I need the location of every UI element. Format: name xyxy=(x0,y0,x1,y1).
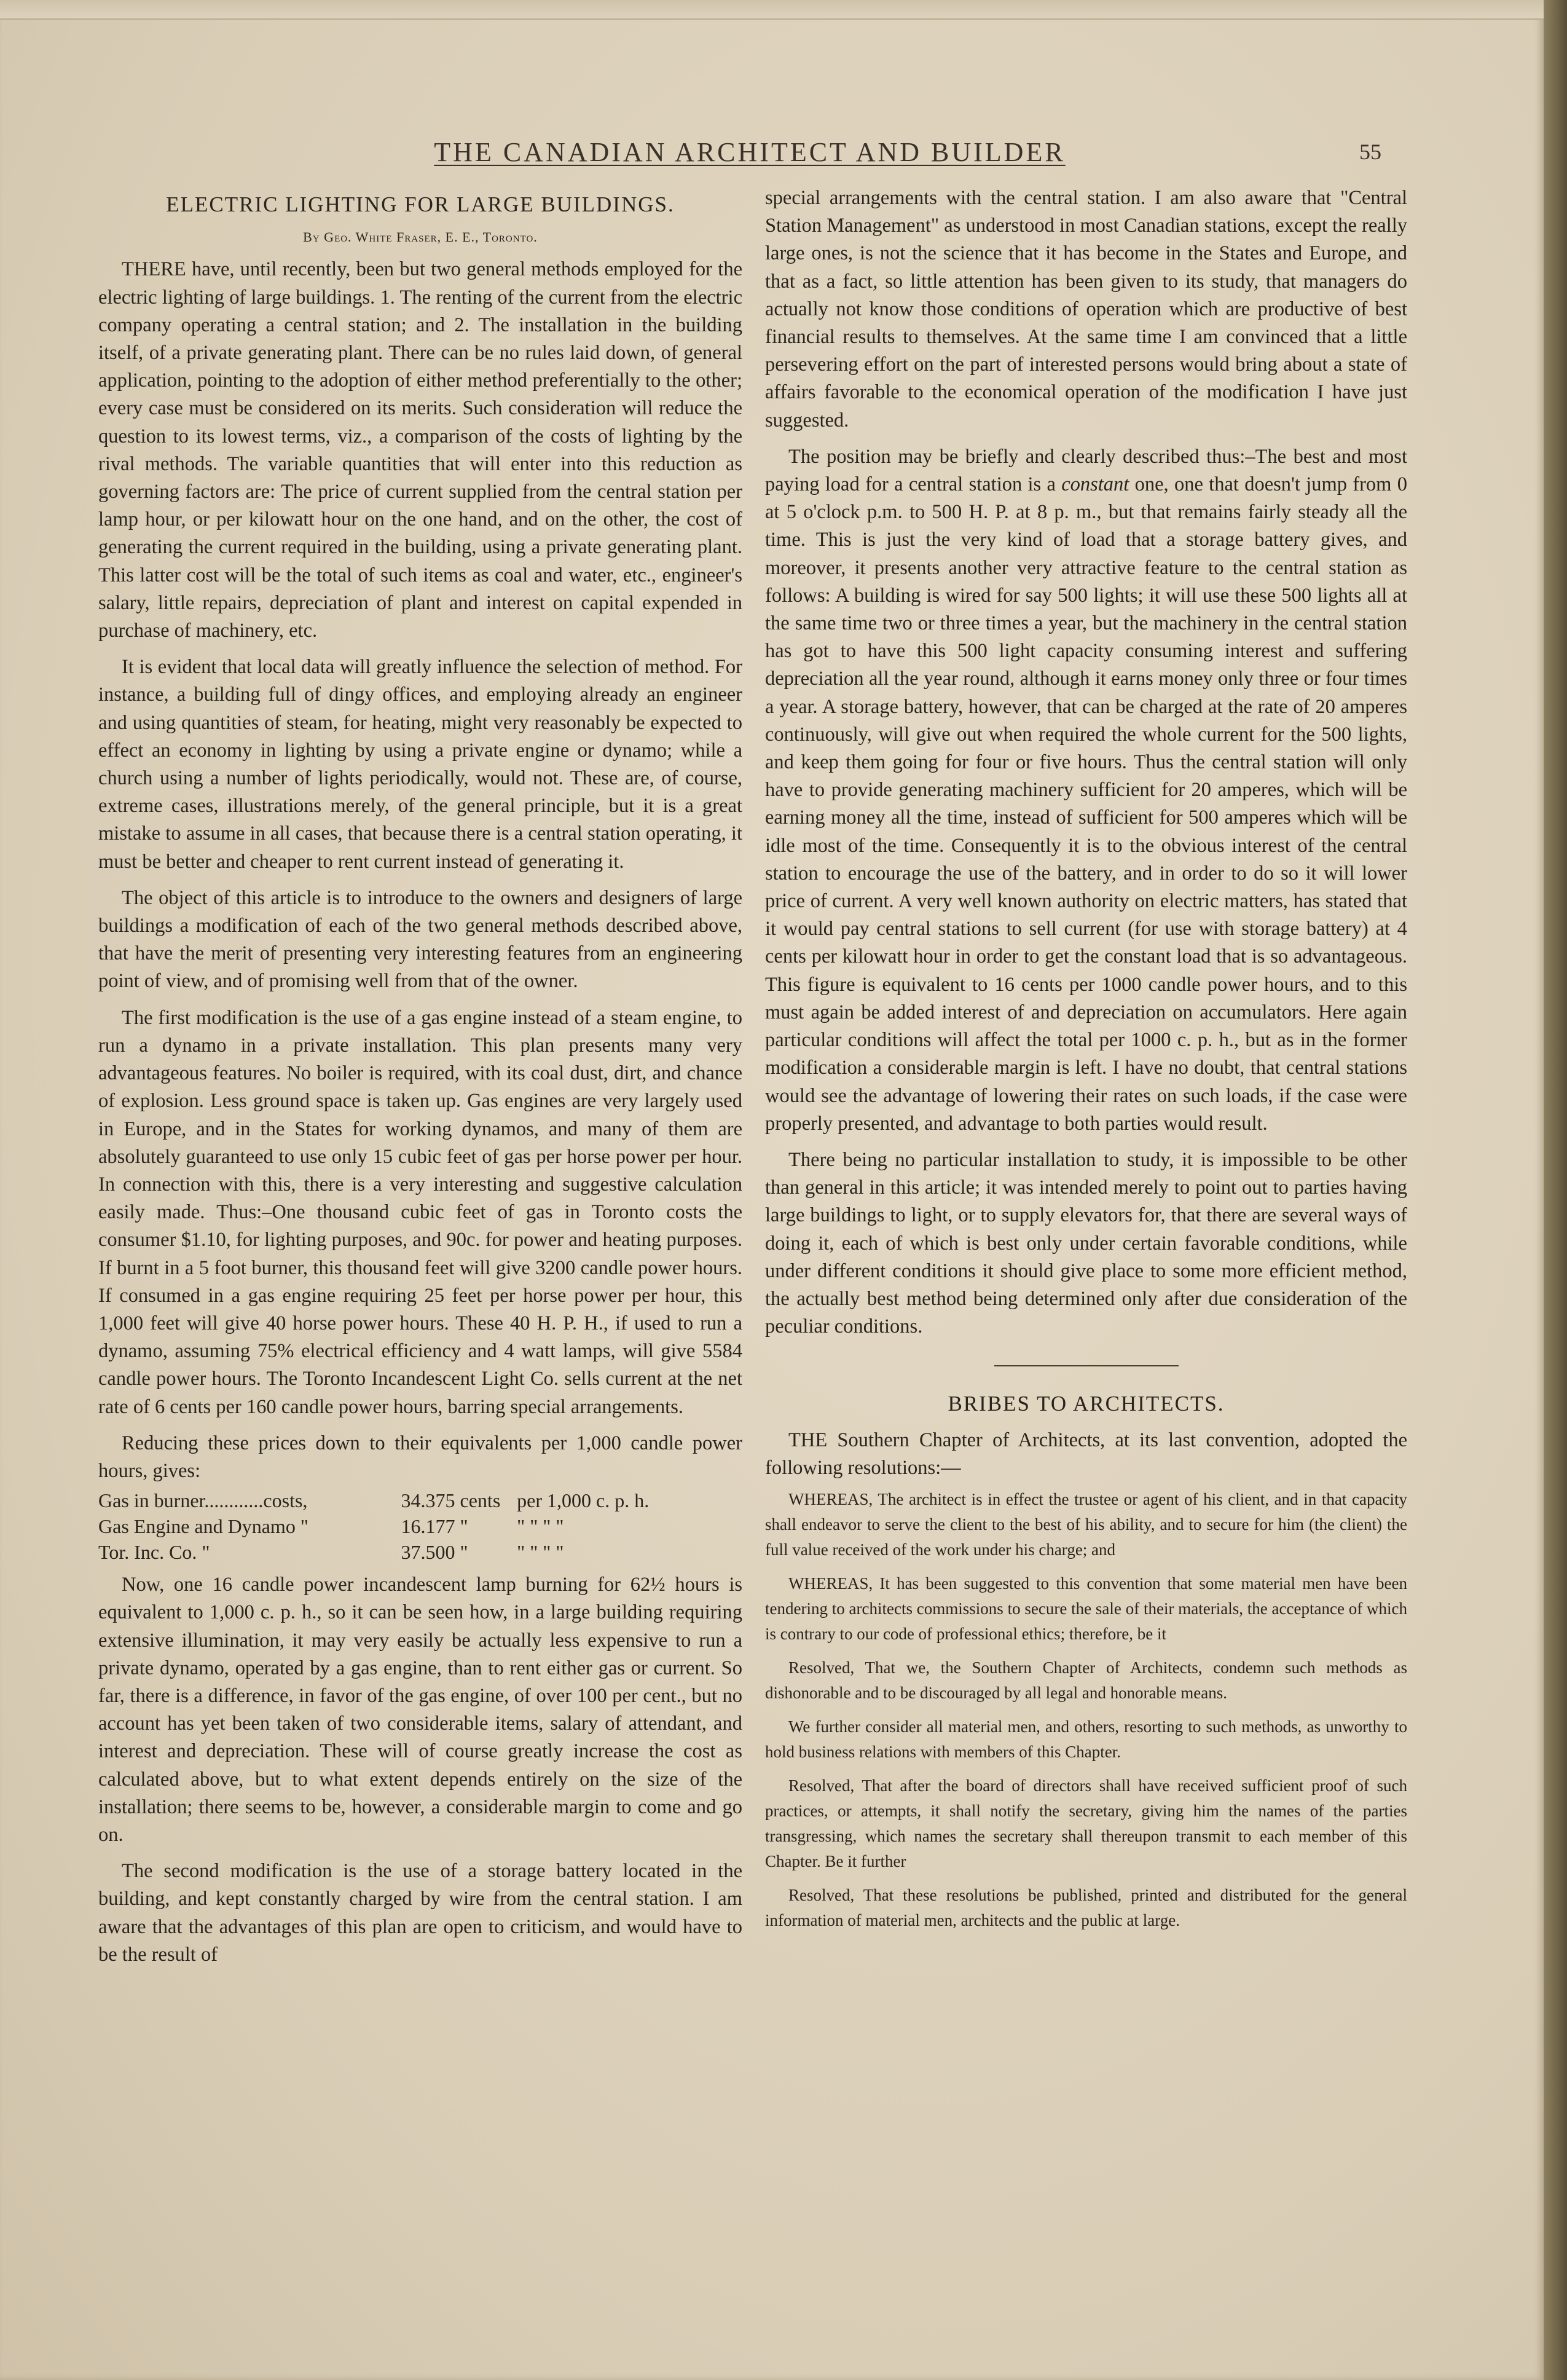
paragraph: Reducing these prices down to their equivalents per 1,000 candle power hours, gives: xyxy=(98,1432,742,1482)
table-cell: Gas in burner............costs, xyxy=(98,1489,308,1512)
resolutions xyxy=(765,1487,1407,1933)
article-title: BRIBES TO ARCHITECTS. xyxy=(948,1392,1225,1416)
paragraph: THE Southern Chapter of Architects, at its last convention, adopted the following resolutions:— xyxy=(765,1428,1407,1479)
resolution: We further consider all material men, and others, resorting to such methods, as unworthy to hold business relations with members of this Chapter. xyxy=(765,1717,1407,1761)
resolution: Resolved, That these resolutions be published, printed and distributed for the general information of material men, architects and the public at large. xyxy=(765,1885,1407,1929)
table-cell: 34.375 cents xyxy=(401,1489,501,1512)
binding-edge xyxy=(1544,0,1567,2380)
article-byline: By Geo. White Fraser, E. E., Toronto. xyxy=(303,229,538,245)
paragraph: The second modification is the use of a storage battery located in the building, and kept constantly charged by wire from the central station. I am aware that the advantages of this plan are open to criticism, and would have to be the result of xyxy=(98,1860,742,1966)
page-top-edge xyxy=(0,0,1544,20)
paragraph: Now, one 16 candle power incandescent lamp burning for 62½ hours is equivalent to 1,000 c. p. h., so it can be seen how, in a large building requiring extensive illumination, it may very easily be actually less expensive to run a private dynamo, operated by a gas engine, than to rent either gas or current. So far, there is a difference, in favor of the gas engine, of over 100 per cent., but no account has yet been taken of two considerable items, salary of attendant, and interest and depreciation. These will of course greatly increase the cost as calculated above, but to what extent depends entirely on the size of the installation; there seems to be, however, a considerable margin to come and go on. xyxy=(98,1574,742,1846)
paragraph: The object of this article is to introduce to the owners and designers of large buildings a modification of each of the two general methods described above, that have the merit of presenting very interesting features from an engineering point of view, and of promising well from that of the owner. xyxy=(98,886,742,993)
paragraph xyxy=(765,443,1407,1138)
emphasis: constant xyxy=(1061,473,1129,496)
resolution: Resolved, That we, the Southern Chapter of Architects, condemn such methods as dishonorable and to be discouraged by all legal and honorable means. xyxy=(765,1658,1407,1702)
paragraph: There being no particular installation to study, it is impossible to be other than general in this article; it was intended merely to point out to parties having large buildings to light, or to supply elevators for, that there are several ways of doing it, each of which is best only under certain favorable conditions, while under different conditions it should give place to some more efficient method, the actually best method being determined only after due consideration of the peculiar conditions. xyxy=(765,1148,1407,1338)
paragraph: THERE have, until recently, been but two general methods employed for the electric lighting of large buildings. 1. The renting of the current from the electric company operating a central station; and 2. The installation in the building itself, of a private generating plant. There can be no rules laid down, of general application, pointing to the adoption of either method preferentially to the other; every case must be considered on its merits. Such consideration will reduce the question to its lowest terms, viz., a comparison of the costs of lighting by the rival methods. The variable quantities that will enter into this reduction as governing factors are: The price of current supplied from the central station per lamp hour, or per kilowatt hour on the one hand, and on the other, the cost of generating the current required in the building, using a private generating plant. This latter cost will be the total of such items as coal and water, etc., engineer's salary, little repairs, depreciation of plant and interest on capital expended in purchase of machinery, etc. xyxy=(98,258,742,642)
resolution: Resolved, That after the board of directors shall have received sufficient proof of such practices, or attempts, it shall notify the secretary, giving him the names of the parties transgressing, which names the secretary shall thereupon transmit to each member of this Chapter. Be it further xyxy=(765,1776,1407,1870)
running-head: THE CANADIAN ARCHITECT AND BUILDER xyxy=(434,137,1066,167)
table-row xyxy=(98,1539,742,1565)
paragraph: It is evident that local data will greatly influence the selection of method. For instance, a building full of dingy offices, and employing already an engineer and using quantities of steam, for heating, might very reasonably be expected to effect an economy in lighting by using a private engine or dynamo; while a church using a number of lights periodically, would not. These are, of course, extreme cases, illustrations merely, of the general principle, but it is a great mistake to assume in all cases, that because there is a central station operating, it must be better and cheaper to rent current instead of generating it. xyxy=(98,656,742,873)
paragraph: special arrangements with the central station. I am also aware that "Central Station Management" as understood in most Canadian stations, except the really large ones, is not the science that it has become in the States and Europe, and that as a fact, so little attention has been given to its study, that managers do actually not know those conditions of operation which are productive of best financial results to themselves. At the same time I am convinced that a little persevering effort on the part of interested persons would bring about a state of affairs favorable to the economical operation of the modification I have just suggested. xyxy=(765,187,1407,431)
paragraph: The first modification is the use of a gas engine instead of a steam engine, to run a dynamo in a private installation. This plan presents many very advantageous features. No boiler is required, with its coal dust, dirt, and chance of explosion. Less ground space is taken up. Gas engines are very largely used in Europe, and in the States for working dynamos, and many of them are absolutely guaranteed to use only 15 cubic feet of gas per horse power per hour. In connection with this, there is a very interesting and suggestive calculation easily made. Thus:–One thousand cubic feet of gas in Toronto costs the consumer $1.10, for lighting purposes, and 90c. for power and heating purposes. If burnt in a 5 foot burner, this thousand feet will give 3200 candle power hours. If consumed in a gas engine requiring 25 feet per horse power per hour, this 1,000 feet will give 40 horse power hours. These 40 H. P. H., if used to run a dynamo, assuming 75% electrical efficiency and 4 watt lamps, will give 5584 candle power hours. The Toronto Incandescent Light Co. sells current at the net rate of 6 cents per 160 candle power hours, barring special arrangements. xyxy=(98,1006,742,1418)
left-column xyxy=(98,184,742,1969)
table-cell: " " " " xyxy=(517,1515,564,1538)
table-cell: " " " " xyxy=(517,1541,564,1564)
resolution: WHEREAS, The architect is in effect the trustee or agent of his client, and in that capacity shall endeavor to serve the client to the best of his ability, and to secure for him (the client) the full value received of the work under his charge; and xyxy=(765,1489,1407,1559)
table-cell: Gas Engine and Dynamo " xyxy=(98,1515,308,1538)
table-row xyxy=(98,1513,742,1539)
article-title: ELECTRIC LIGHTING FOR LARGE BUILDINGS. xyxy=(166,192,675,216)
table-cell: per 1,000 c. p. h. xyxy=(517,1489,650,1512)
cost-table xyxy=(98,1488,742,1565)
table-cell: 16.177 " xyxy=(401,1515,468,1538)
table-row xyxy=(98,1488,742,1513)
text-run: The position may be briefly and clearly described thus:–The best and most paying load for a central station is a xyxy=(765,445,1407,496)
table-cell: Tor. Inc. Co. " xyxy=(98,1541,210,1564)
resolution: WHEREAS, It has been suggested to this convention that some material men have been tendering to architects commissions to secure the sale of their materials, the acceptance of which is contrary to our code of professional ethics; therefore, be it xyxy=(765,1574,1407,1643)
text-run: one, one that doesn't jump from 0 at 5 o'clock p.m. to 500 H. P. at 8 p. m., but that remains fairly steady all the time. This is just the very kind of load that a storage battery gives, and moreover, it presents another very attractive feature to the central station as follows: A building is wired for say 500 lights; it will use these 500 lights all at the same time two or three times a year, but the machinery in the central station has got to have this 500 light capacity consuming interest and suffering depreciation all the year round, although it earns money only three or four times a year. A storage battery, however, that can be charged at the rate of 20 amperes continuously, will give out when required the whole current for the 500 lights, and keep them going for four or five hours. Thus the central station will only have to provide generating machinery sufficient for 20 amperes, which will be earning money all the time, instead of sufficient for 500 amperes which will be idle most of the time. Consequently it is to the obvious interest of the central station to encourage the use of the battery, and in order to do so it will lower price of current. A very well known authority on electric matters, has stated that it would pay central stations to sell current (for use with storage battery) at 4 cents per kilowatt hour in order to get the constant load that is so advantageous. This figure is equivalent to 16 cents per 1000 candle power hours, and to this must again be added interest of and depreciation on accumulators. Here again particular conditions will affect the total per 1000 c. p. h., but as in the former modification a considerable margin is left. I have no doubt, that central stations would see the advantage of lowering their rates on such loads, if the case were properly presented, and advantage to both parties would result. xyxy=(765,473,1408,1135)
page-number: 55 xyxy=(1359,140,1381,164)
table-cell: 37.500 " xyxy=(401,1541,468,1564)
section-divider xyxy=(994,1365,1179,1366)
right-column xyxy=(765,184,1407,1933)
